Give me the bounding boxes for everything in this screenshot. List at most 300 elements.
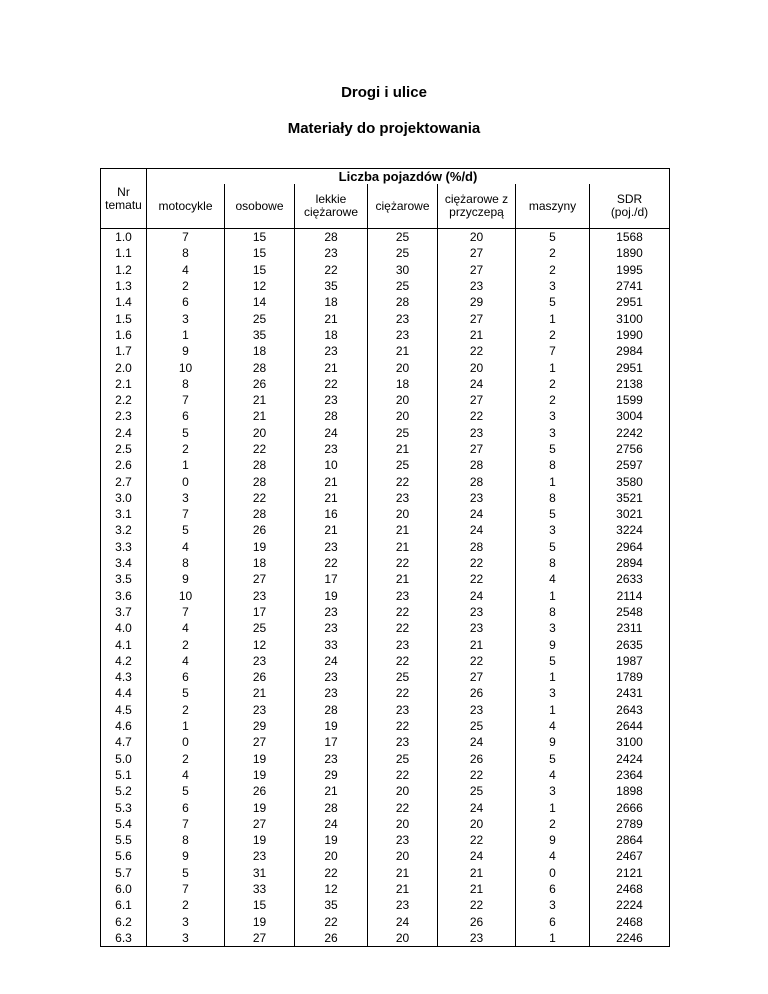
table-cell: 33 xyxy=(295,636,368,652)
table-cell: 28 xyxy=(438,473,516,489)
table-row xyxy=(101,571,670,587)
column-header: ciężarowe xyxy=(368,184,438,229)
row-nr-cell: 3.6 xyxy=(101,588,147,604)
table-cell: 1990 xyxy=(590,327,670,343)
table-cell: 23 xyxy=(438,604,516,620)
table-cell: 12 xyxy=(295,881,368,897)
table-cell: 23 xyxy=(225,653,295,669)
row-nr-cell: 6.0 xyxy=(101,881,147,897)
table-row xyxy=(101,294,670,310)
table-cell: 28 xyxy=(295,229,368,246)
table-row xyxy=(101,865,670,881)
table-cell: 27 xyxy=(438,262,516,278)
table-cell: 1995 xyxy=(590,262,670,278)
table-cell: 19 xyxy=(295,718,368,734)
table-cell: 19 xyxy=(225,751,295,767)
column-header: osobowe xyxy=(225,184,295,229)
table-cell: 2114 xyxy=(590,588,670,604)
table-cell: 22 xyxy=(438,408,516,424)
table-cell: 5 xyxy=(147,685,225,701)
table-cell: 2 xyxy=(516,816,590,832)
table-cell: 4 xyxy=(147,539,225,555)
table-cell: 23 xyxy=(295,751,368,767)
table-cell: 4 xyxy=(147,653,225,669)
table-cell: 15 xyxy=(225,897,295,913)
table-cell: 22 xyxy=(368,620,438,636)
table-cell: 7 xyxy=(147,816,225,832)
table-cell: 2 xyxy=(147,441,225,457)
table-cell: 5 xyxy=(516,539,590,555)
table-cell: 22 xyxy=(295,555,368,571)
table-cell: 3 xyxy=(147,930,225,947)
table-cell: 3580 xyxy=(590,473,670,489)
table-cell: 22 xyxy=(368,799,438,815)
table-cell: 23 xyxy=(295,392,368,408)
table-row xyxy=(101,636,670,652)
table-cell: 19 xyxy=(295,588,368,604)
table-cell: 18 xyxy=(225,343,295,359)
table-row xyxy=(101,457,670,473)
table-cell: 2364 xyxy=(590,767,670,783)
table-cell: 28 xyxy=(438,457,516,473)
table-cell: 0 xyxy=(516,865,590,881)
table-cell: 31 xyxy=(225,865,295,881)
table-row xyxy=(101,751,670,767)
table-cell: 3100 xyxy=(590,310,670,326)
table-cell: 22 xyxy=(368,604,438,620)
table-cell: 29 xyxy=(225,718,295,734)
table-cell: 19 xyxy=(225,799,295,815)
row-nr-cell: 3.4 xyxy=(101,555,147,571)
row-nr-cell: 1.2 xyxy=(101,262,147,278)
table-cell: 4 xyxy=(516,848,590,864)
table-cell: 3521 xyxy=(590,490,670,506)
table-row xyxy=(101,262,670,278)
table-cell: 2894 xyxy=(590,555,670,571)
table-row xyxy=(101,734,670,750)
table-cell: 23 xyxy=(438,278,516,294)
table-cell: 2644 xyxy=(590,718,670,734)
table-cell: 22 xyxy=(438,653,516,669)
table-cell: 5 xyxy=(516,751,590,767)
table-cell: 20 xyxy=(438,359,516,375)
table-cell: 22 xyxy=(368,555,438,571)
table-cell: 5 xyxy=(516,294,590,310)
table-cell: 8 xyxy=(516,457,590,473)
row-nr-cell: 2.4 xyxy=(101,425,147,441)
table-row xyxy=(101,245,670,261)
table-cell: 4 xyxy=(147,620,225,636)
row-nr-cell: 4.7 xyxy=(101,734,147,750)
table-cell: 28 xyxy=(295,408,368,424)
table-cell: 3 xyxy=(516,685,590,701)
document-subtitle: Materiały do projektowania xyxy=(287,120,481,137)
table-cell: 29 xyxy=(295,767,368,783)
table-cell: 0 xyxy=(147,473,225,489)
table-cell: 9 xyxy=(147,848,225,864)
table-cell: 21 xyxy=(438,327,516,343)
table-cell: 21 xyxy=(295,359,368,375)
table-cell: 7 xyxy=(147,392,225,408)
table-cell: 35 xyxy=(295,897,368,913)
table-cell: 26 xyxy=(438,751,516,767)
table-cell: 22 xyxy=(438,832,516,848)
row-nr-cell: 5.4 xyxy=(101,816,147,832)
row-nr-cell: 5.0 xyxy=(101,751,147,767)
row-nr-cell: 2.1 xyxy=(101,376,147,392)
table-cell: 25 xyxy=(368,751,438,767)
table-row xyxy=(101,408,670,424)
row-nr-cell: 5.5 xyxy=(101,832,147,848)
table-cell: 2597 xyxy=(590,457,670,473)
table-row xyxy=(101,783,670,799)
table-row xyxy=(101,816,670,832)
table-cell: 25 xyxy=(368,278,438,294)
table-cell: 23 xyxy=(295,620,368,636)
table-cell: 25 xyxy=(225,620,295,636)
row-nr-cell: 3.2 xyxy=(101,522,147,538)
table-cell: 20 xyxy=(368,408,438,424)
table-cell: 27 xyxy=(225,816,295,832)
row-nr-cell: 3.5 xyxy=(101,571,147,587)
table-cell: 28 xyxy=(225,457,295,473)
table-cell: 2951 xyxy=(590,359,670,375)
table-cell: 23 xyxy=(368,310,438,326)
table-cell: 23 xyxy=(225,588,295,604)
table-cell: 1890 xyxy=(590,245,670,261)
row-nr-cell: 1.4 xyxy=(101,294,147,310)
row-nr-cell: 1.0 xyxy=(101,229,147,246)
table-cell: 10 xyxy=(147,588,225,604)
table-cell: 3 xyxy=(516,425,590,441)
table-cell: 22 xyxy=(295,865,368,881)
table-cell: 25 xyxy=(438,783,516,799)
table-cell: 20 xyxy=(368,359,438,375)
table-cell: 2789 xyxy=(590,816,670,832)
table-cell: 8 xyxy=(516,604,590,620)
table-cell: 2633 xyxy=(590,571,670,587)
table-cell: 2431 xyxy=(590,685,670,701)
table-cell: 19 xyxy=(225,539,295,555)
table-cell: 2864 xyxy=(590,832,670,848)
table-cell: 17 xyxy=(295,734,368,750)
table-cell: 20 xyxy=(438,229,516,246)
table-cell: 23 xyxy=(368,636,438,652)
table-cell: 23 xyxy=(368,734,438,750)
table-cell: 2964 xyxy=(590,539,670,555)
table-cell: 21 xyxy=(225,392,295,408)
table-cell: 26 xyxy=(225,376,295,392)
row-nr-cell: 2.2 xyxy=(101,392,147,408)
table-cell: 23 xyxy=(438,490,516,506)
row-nr-cell: 5.7 xyxy=(101,865,147,881)
table-cell: 21 xyxy=(295,522,368,538)
table-cell: 23 xyxy=(225,848,295,864)
table-cell: 23 xyxy=(295,685,368,701)
table-cell: 6 xyxy=(147,294,225,310)
table-cell: 2424 xyxy=(590,751,670,767)
row-nr-cell: 2.0 xyxy=(101,359,147,375)
table-cell: 27 xyxy=(438,245,516,261)
table-cell: 7 xyxy=(147,506,225,522)
row-nr-cell: 1.1 xyxy=(101,245,147,261)
table-row xyxy=(101,848,670,864)
table-cell: 2 xyxy=(516,262,590,278)
table-cell: 1 xyxy=(516,310,590,326)
header-group-liczba-pojazdow: Liczba pojazdów (%/d) xyxy=(147,169,670,185)
table-cell: 24 xyxy=(438,506,516,522)
table-cell: 26 xyxy=(438,913,516,929)
table-cell: 2643 xyxy=(590,702,670,718)
table-cell: 24 xyxy=(438,522,516,538)
table-cell: 2224 xyxy=(590,897,670,913)
table-row xyxy=(101,913,670,929)
table-cell: 21 xyxy=(368,881,438,897)
row-nr-cell: 2.3 xyxy=(101,408,147,424)
table-row xyxy=(101,930,670,947)
table-cell: 25 xyxy=(368,229,438,246)
table-cell: 2756 xyxy=(590,441,670,457)
table-cell: 3 xyxy=(516,522,590,538)
table-cell: 8 xyxy=(147,376,225,392)
table-cell: 3 xyxy=(147,490,225,506)
table-cell: 21 xyxy=(368,865,438,881)
row-nr-cell: 4.0 xyxy=(101,620,147,636)
column-header: ciężarowe z przyczepą xyxy=(438,184,516,229)
table-cell: 3224 xyxy=(590,522,670,538)
table-row xyxy=(101,425,670,441)
table-cell: 6 xyxy=(147,408,225,424)
row-nr-cell: 4.6 xyxy=(101,718,147,734)
table-cell: 2468 xyxy=(590,913,670,929)
table-cell: 3 xyxy=(147,310,225,326)
row-nr-cell: 1.5 xyxy=(101,310,147,326)
table-cell: 20 xyxy=(368,848,438,864)
table-cell: 23 xyxy=(368,490,438,506)
table-cell: 24 xyxy=(295,816,368,832)
table-cell: 1 xyxy=(516,669,590,685)
row-nr-cell: 5.3 xyxy=(101,799,147,815)
table-cell: 17 xyxy=(295,571,368,587)
table-row xyxy=(101,555,670,571)
table-cell: 2138 xyxy=(590,376,670,392)
table-cell: 8 xyxy=(147,555,225,571)
table-row xyxy=(101,897,670,913)
row-nr-cell: 2.7 xyxy=(101,473,147,489)
table-cell: 20 xyxy=(438,816,516,832)
table-cell: 2 xyxy=(147,897,225,913)
table-row xyxy=(101,441,670,457)
table-cell: 20 xyxy=(295,848,368,864)
table-cell: 22 xyxy=(295,262,368,278)
table-cell: 23 xyxy=(295,343,368,359)
table-cell: 7 xyxy=(147,604,225,620)
table-cell: 1 xyxy=(147,718,225,734)
table-cell: 20 xyxy=(225,425,295,441)
table-cell: 12 xyxy=(225,636,295,652)
row-nr-cell: 6.2 xyxy=(101,913,147,929)
table-cell: 3100 xyxy=(590,734,670,750)
table-cell: 23 xyxy=(368,327,438,343)
row-nr-cell: 4.3 xyxy=(101,669,147,685)
table-row xyxy=(101,702,670,718)
table-cell: 22 xyxy=(368,653,438,669)
table-cell: 27 xyxy=(438,441,516,457)
table-row xyxy=(101,278,670,294)
table-cell: 25 xyxy=(368,245,438,261)
table-cell: 22 xyxy=(368,473,438,489)
table-cell: 2467 xyxy=(590,848,670,864)
table-cell: 7 xyxy=(147,229,225,246)
table-cell: 6 xyxy=(147,669,225,685)
table-cell: 5 xyxy=(147,783,225,799)
table-cell: 2 xyxy=(147,278,225,294)
table-cell: 2741 xyxy=(590,278,670,294)
table-row xyxy=(101,653,670,669)
table-cell: 2 xyxy=(147,751,225,767)
table-cell: 21 xyxy=(438,865,516,881)
row-nr-cell: 5.2 xyxy=(101,783,147,799)
table-cell: 27 xyxy=(225,930,295,947)
table-cell: 2 xyxy=(516,392,590,408)
table-cell: 23 xyxy=(368,832,438,848)
table-cell: 10 xyxy=(147,359,225,375)
table-cell: 23 xyxy=(368,702,438,718)
table-row xyxy=(101,310,670,326)
table-cell: 22 xyxy=(438,767,516,783)
table-cell: 4 xyxy=(147,767,225,783)
table-row xyxy=(101,343,670,359)
table-cell: 24 xyxy=(295,653,368,669)
table-cell: 22 xyxy=(368,685,438,701)
table-cell: 21 xyxy=(295,490,368,506)
table-cell: 22 xyxy=(368,718,438,734)
table-cell: 3 xyxy=(516,620,590,636)
table-cell: 15 xyxy=(225,229,295,246)
table-cell: 23 xyxy=(438,425,516,441)
table-cell: 3021 xyxy=(590,506,670,522)
table-cell: 28 xyxy=(225,506,295,522)
table-cell: 27 xyxy=(225,571,295,587)
table-cell: 4 xyxy=(516,718,590,734)
table-cell: 25 xyxy=(368,669,438,685)
table-cell: 24 xyxy=(438,734,516,750)
table-cell: 15 xyxy=(225,245,295,261)
table-cell: 28 xyxy=(225,359,295,375)
table-cell: 24 xyxy=(295,425,368,441)
table-cell: 24 xyxy=(438,848,516,864)
table-cell: 27 xyxy=(438,669,516,685)
table-row xyxy=(101,359,670,375)
table-cell: 23 xyxy=(295,441,368,457)
table-cell: 28 xyxy=(438,539,516,555)
table-cell: 1 xyxy=(516,930,590,947)
table-cell: 3 xyxy=(516,897,590,913)
table-cell: 24 xyxy=(438,588,516,604)
row-nr-cell: 3.3 xyxy=(101,539,147,555)
table-cell: 2 xyxy=(147,702,225,718)
table-cell: 20 xyxy=(368,392,438,408)
row-nr-cell: 3.7 xyxy=(101,604,147,620)
table-cell: 27 xyxy=(225,734,295,750)
table-cell: 27 xyxy=(438,392,516,408)
row-nr-cell: 4.4 xyxy=(101,685,147,701)
table-cell: 33 xyxy=(225,881,295,897)
table-cell: 23 xyxy=(225,702,295,718)
vehicle-table xyxy=(100,168,670,947)
table-cell: 2666 xyxy=(590,799,670,815)
table-cell: 28 xyxy=(225,473,295,489)
table-cell: 28 xyxy=(295,702,368,718)
table-row xyxy=(101,327,670,343)
table-cell: 21 xyxy=(295,473,368,489)
document-title: Drogi i ulice xyxy=(341,84,427,101)
table-cell: 2246 xyxy=(590,930,670,947)
table-row xyxy=(101,539,670,555)
table-cell: 1987 xyxy=(590,653,670,669)
table-cell: 25 xyxy=(438,718,516,734)
table-cell: 21 xyxy=(438,881,516,897)
table-cell: 23 xyxy=(295,245,368,261)
table-cell: 26 xyxy=(225,669,295,685)
row-nr-cell: 6.1 xyxy=(101,897,147,913)
row-nr-cell: 3.1 xyxy=(101,506,147,522)
table-row xyxy=(101,376,670,392)
row-nr-cell: 4.5 xyxy=(101,702,147,718)
table-cell: 21 xyxy=(225,685,295,701)
table-row xyxy=(101,881,670,897)
table-cell: 3 xyxy=(147,913,225,929)
table-cell: 2 xyxy=(516,376,590,392)
table-row xyxy=(101,473,670,489)
table-cell: 17 xyxy=(225,604,295,620)
table-cell: 21 xyxy=(368,343,438,359)
table-cell: 1789 xyxy=(590,669,670,685)
table-cell: 35 xyxy=(295,278,368,294)
column-header: maszyny xyxy=(516,184,590,229)
table-cell: 18 xyxy=(295,294,368,310)
table-cell: 22 xyxy=(225,441,295,457)
table-cell: 22 xyxy=(438,571,516,587)
table-cell: 25 xyxy=(225,310,295,326)
table-cell: 3 xyxy=(516,408,590,424)
table-cell: 4 xyxy=(516,767,590,783)
table-cell: 1 xyxy=(147,457,225,473)
table-cell: 20 xyxy=(368,506,438,522)
table-cell: 23 xyxy=(295,539,368,555)
table-cell: 2984 xyxy=(590,343,670,359)
table-cell: 24 xyxy=(438,376,516,392)
table-cell: 23 xyxy=(438,620,516,636)
header-nr-tematu: Nr tematu xyxy=(101,169,147,229)
table-cell: 4 xyxy=(516,571,590,587)
row-nr-cell: 1.7 xyxy=(101,343,147,359)
table-cell: 2311 xyxy=(590,620,670,636)
table-row xyxy=(101,767,670,783)
table-cell: 18 xyxy=(368,376,438,392)
table-cell: 1 xyxy=(516,473,590,489)
table-cell: 35 xyxy=(225,327,295,343)
table-cell: 19 xyxy=(225,832,295,848)
table-cell: 9 xyxy=(516,636,590,652)
table-cell: 19 xyxy=(225,767,295,783)
table-cell: 2 xyxy=(516,327,590,343)
table-row xyxy=(101,604,670,620)
table-cell: 21 xyxy=(368,522,438,538)
table-cell: 20 xyxy=(368,816,438,832)
table-cell: 2635 xyxy=(590,636,670,652)
table-row xyxy=(101,588,670,604)
